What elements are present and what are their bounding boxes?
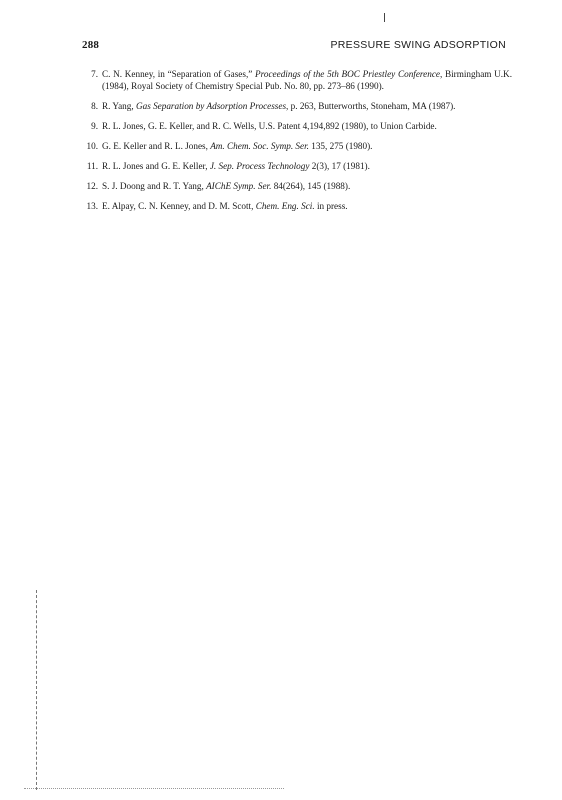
reference-number: 11. bbox=[86, 160, 98, 171]
reference-text-segment: S. J. Doong and R. T. Yang, bbox=[102, 180, 207, 191]
reference-item bbox=[82, 201, 512, 213]
reference-text bbox=[102, 101, 512, 113]
reference-item bbox=[82, 161, 512, 173]
scan-left-edge-artifact bbox=[36, 590, 37, 790]
reference-text-segment: R. Yang, bbox=[102, 100, 136, 111]
reference-number: 9. bbox=[91, 120, 98, 131]
reference-number: 10. bbox=[86, 140, 98, 151]
reference-text bbox=[102, 201, 512, 213]
reference-title-italic: J. Sep. Process Technology bbox=[209, 160, 310, 171]
reference-text bbox=[102, 69, 512, 92]
reference-text bbox=[102, 161, 512, 173]
reference-text-segment: E. Alpay, C. N. Kenney, and D. M. Scott, bbox=[102, 200, 256, 211]
reference-list bbox=[82, 69, 512, 221]
reference-item bbox=[82, 141, 512, 153]
reference-title-italic: AIChE Symp. Ser. bbox=[206, 180, 272, 191]
reference-title-italic: Proceedings of the 5th BOC Priestley Conference bbox=[255, 69, 440, 79]
reference-item bbox=[82, 101, 512, 113]
scan-bottom-edge-artifact bbox=[24, 788, 284, 789]
scan-tick-mark bbox=[384, 13, 385, 22]
reference-text bbox=[102, 121, 512, 133]
reference-text-segment: 135, 275 (1980). bbox=[308, 140, 373, 151]
page-header bbox=[82, 39, 506, 55]
reference-text-segment: , p. 263, Butterworths, Stoneham, MA (1987). bbox=[286, 100, 456, 111]
reference-text-segment: 84(264), 145 (1988). bbox=[271, 180, 351, 191]
reference-text-segment: , Birmingham U.K. (1984), Royal Society of Chemistry Special Pub. No. 80, pp. 273–86 (1990). bbox=[102, 69, 512, 91]
reference-text bbox=[102, 141, 512, 153]
reference-number: 13. bbox=[86, 200, 98, 211]
reference-number: 7. bbox=[91, 69, 98, 79]
reference-number: 8. bbox=[91, 100, 98, 111]
reference-item bbox=[82, 121, 512, 133]
reference-text-segment: in press. bbox=[314, 200, 348, 211]
reference-title-italic: Gas Separation by Adsorption Processes bbox=[135, 100, 287, 111]
reference-item bbox=[82, 69, 512, 92]
reference-text-segment: 2(3), 17 (1981). bbox=[309, 160, 370, 171]
reference-text-segment: R. L. Jones, G. E. Keller, and R. C. Wells, U.S. Patent 4,194,892 (1980), to Union Carbide. bbox=[102, 120, 437, 131]
reference-number: 12. bbox=[86, 180, 98, 191]
reference-text-segment: C. N. Kenney, in “Separation of Gases,” bbox=[102, 69, 256, 79]
reference-item bbox=[82, 181, 512, 193]
reference-title-italic: Chem. Eng. Sci. bbox=[255, 200, 315, 211]
reference-text-segment: G. E. Keller and R. L. Jones, bbox=[102, 140, 211, 151]
running-head: PRESSURE SWING ADSORPTION bbox=[330, 39, 506, 51]
reference-text bbox=[102, 181, 512, 193]
reference-text-segment: R. L. Jones and G. E. Keller, bbox=[102, 160, 210, 171]
reference-title-italic: Am. Chem. Soc. Symp. Ser. bbox=[210, 140, 309, 151]
page-number: 288 bbox=[82, 39, 100, 51]
